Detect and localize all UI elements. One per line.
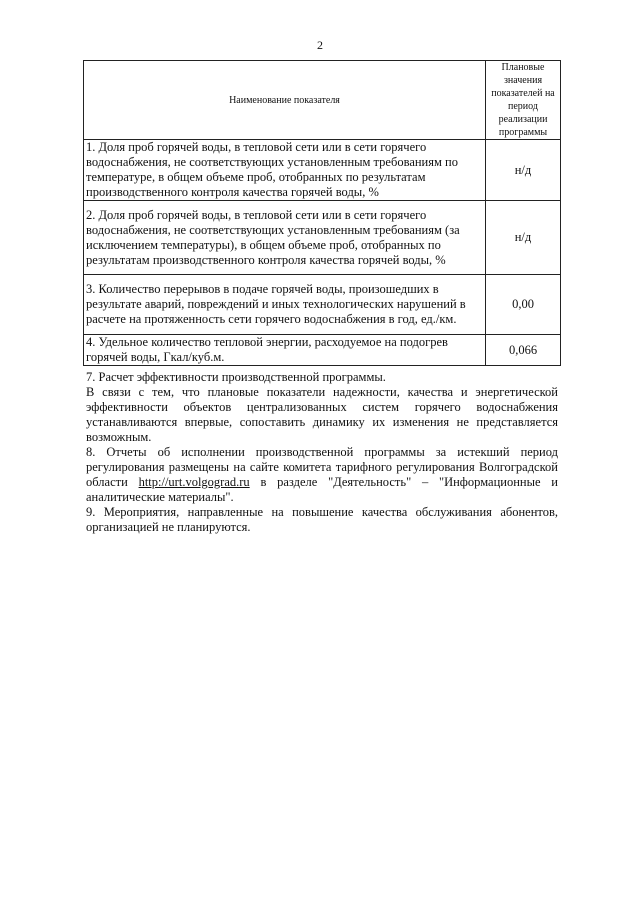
section-9-paragraph: 9. Мероприятия, направленные на повышение качества обслуживания абонентов, организацией не планируются. xyxy=(86,505,558,534)
table-row xyxy=(84,140,561,201)
indicators-table xyxy=(83,60,561,366)
indicator-value: 0,00 xyxy=(486,275,561,335)
indicator-name: 1. Доля проб горячей воды, в тепловой сети или в сети горячего водоснабжения, не соответствующих установленным требованиям по температуре, в общем объеме проб, отобранных по результатам производственного контроля качества горячей воды, % xyxy=(84,140,486,201)
page-number: 2 xyxy=(317,38,323,52)
table-row xyxy=(84,335,561,366)
table-header-row xyxy=(84,61,561,140)
indicator-value: 0,066 xyxy=(486,335,561,366)
section-8-text-before: 8. Отчеты об исполнении производственной программы за истекший период регулирования размещены на сайте комитета тарифного регулирования Волгоградской области xyxy=(86,445,558,489)
indicator-value: н/д xyxy=(486,201,561,275)
website-link[interactable]: http://urt.volgograd.ru xyxy=(138,475,250,489)
indicator-name: 2. Доля проб горячей воды, в тепловой сети или в сети горячего водоснабжения, не соответствующих установленным требованиям (за исключением температуры), в общем объеме проб, отобранных по результатам производственного контроля качества горячей воды, % xyxy=(84,201,486,275)
section-8-paragraph xyxy=(86,445,558,505)
indicator-value: н/д xyxy=(486,140,561,201)
header-planned-values: Плановые значения показателей на период реализации программы xyxy=(486,61,561,140)
table-row xyxy=(84,275,561,335)
section-8-text-after: в разделе "Деятельность" – "Информационные и аналитические материалы". xyxy=(86,475,558,504)
header-indicator-name: Наименование показателя xyxy=(84,61,486,140)
indicator-name: 4. Удельное количество тепловой энергии, расходуемое на подогрев горячей воды, Гкал/куб.м. xyxy=(84,335,486,366)
table-row xyxy=(84,201,561,275)
section-7-title: 7. Расчет эффективности производственной программы. xyxy=(86,370,386,384)
body-text xyxy=(86,370,558,535)
section-7-body: В связи с тем, что плановые показатели надежности, качества и энергетической эффективности объектов централизованных систем горячего водоснабжения устанавливаются впервые, сопоставить динамику их изменения не представляется возможным. xyxy=(86,385,558,444)
indicator-name: 3. Количество перерывов в подаче горячей воды, произошедших в результате аварий, повреждений и иных технологических нарушений в расчете на протяженность сети горячего водоснабжения в год, ед./км. xyxy=(84,275,486,335)
